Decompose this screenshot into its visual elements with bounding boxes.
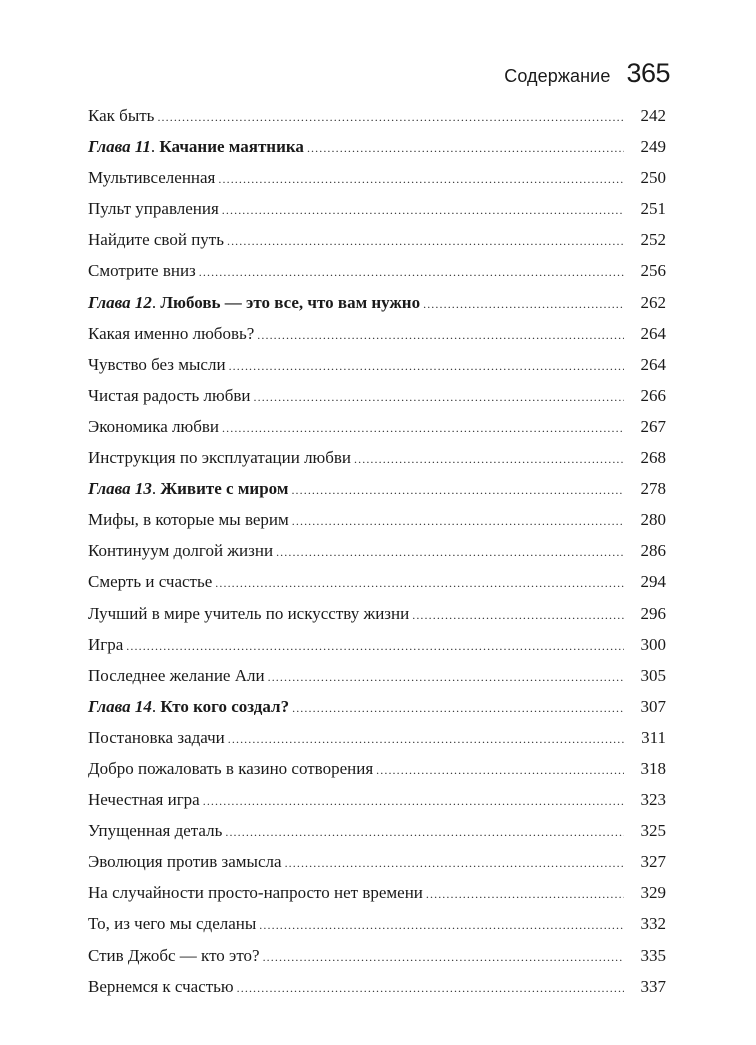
dot-leader [225, 817, 624, 848]
section-title: Экономика любви [88, 416, 220, 436]
toc-page-number: 318 [640, 758, 666, 778]
dot-leader [291, 475, 624, 506]
toc-page-number: 256 [640, 261, 666, 281]
toc-section-row [88, 504, 666, 535]
toc-page-number: 251 [640, 199, 666, 219]
toc-entry-title [88, 722, 228, 753]
toc-entry-title [88, 100, 157, 131]
toc-section-row [88, 566, 666, 597]
chapter-label: Глава 12 [88, 292, 152, 312]
dot-leader [292, 693, 624, 724]
section-title: Найдите свой путь [88, 230, 224, 250]
toc-page-number: 323 [640, 790, 666, 810]
toc-page-number: 335 [640, 945, 666, 965]
dot-leader [222, 413, 624, 444]
toc-page-number: 305 [640, 665, 666, 685]
chapter-title: Качание маятника [159, 137, 304, 157]
dot-leader [199, 257, 624, 288]
toc-page-number: 332 [640, 914, 666, 934]
toc-entry-title [88, 815, 225, 846]
toc-section-row [88, 908, 666, 939]
section-title: Лучший в мире учитель по искусству жизни [88, 603, 410, 623]
section-title: Мифы, в которые мы верим [88, 510, 289, 530]
toc-entry-title [88, 411, 222, 442]
toc-entry-title: Глава 12. Любовь — это все, что вам нужно [88, 292, 421, 312]
chapter-label: Глава 11 [88, 137, 151, 157]
toc-section-row [88, 629, 666, 660]
section-title: Как быть [88, 106, 155, 125]
toc-chapter-row [88, 473, 666, 504]
toc-page-number: 325 [640, 821, 666, 841]
toc-section-row [88, 722, 666, 753]
toc-entry-title [88, 349, 229, 380]
toc-section-row [88, 535, 666, 566]
toc-page-number: 252 [640, 230, 666, 250]
toc-page-number: 250 [640, 168, 666, 188]
toc-entry-title [88, 598, 412, 629]
section-title: Упущенная деталь [88, 821, 223, 841]
toc-entry-title [88, 504, 292, 535]
section-title: Нечестная игра [88, 790, 200, 810]
chapter-label: Глава 14 [88, 696, 152, 716]
dot-leader [292, 506, 624, 537]
section-title: Последнее желание Али [88, 665, 265, 685]
toc-page-number: 296 [640, 603, 666, 623]
dot-leader [285, 848, 624, 879]
dot-leader [237, 973, 624, 1004]
section-title: То, из чего мы сделаны [88, 914, 257, 934]
toc-section-row [88, 753, 666, 784]
section-title: Континуум долгой жизни [88, 541, 274, 561]
dot-leader [229, 351, 624, 382]
dot-leader [257, 320, 624, 351]
toc-entry-title [88, 380, 254, 411]
chapter-title: Кто кого создал? [160, 696, 290, 716]
dot-leader [307, 133, 624, 164]
dot-leader [157, 102, 624, 133]
section-title: На случайности просто-напросто нет времени [88, 883, 423, 903]
section-title: Вернемся к счастью [88, 976, 234, 996]
dot-leader [126, 631, 624, 662]
toc-entry-title [88, 442, 354, 473]
toc-section-row [88, 224, 666, 255]
toc-section-row [88, 255, 666, 286]
chapter-title: Живите с миром [160, 479, 289, 499]
toc-page-number: 280 [640, 510, 666, 530]
dot-leader [412, 600, 624, 631]
toc-entry-title [88, 318, 257, 349]
toc-section-row [88, 784, 666, 815]
toc-entry-title [88, 846, 285, 877]
toc-page-number: 264 [640, 323, 666, 343]
dot-leader [263, 942, 624, 973]
toc-section-row [88, 971, 666, 1002]
toc-entry-title [88, 753, 376, 784]
toc-section-row [88, 815, 666, 846]
dot-leader [227, 226, 624, 257]
dot-leader [268, 662, 624, 693]
toc-page-number: 286 [640, 541, 666, 561]
toc-entry-title [88, 784, 203, 815]
toc-entry-title [88, 629, 126, 660]
section-title: Какая именно любовь? [88, 323, 255, 343]
section-title: Чистая радость любви [88, 385, 251, 405]
toc-section-row [88, 349, 666, 380]
section-title: Мультивселенная [88, 168, 216, 188]
toc-section-row [88, 411, 666, 442]
dot-leader [259, 910, 624, 941]
dot-leader [423, 289, 624, 320]
toc-entry-title [88, 566, 215, 597]
running-head [504, 58, 670, 89]
dot-leader [228, 724, 624, 755]
toc-page-number: 307 [640, 696, 666, 716]
toc-page-number: 266 [640, 385, 666, 405]
toc-page-number: 268 [640, 448, 666, 468]
dot-leader [276, 537, 624, 568]
dot-leader [376, 755, 624, 786]
dot-leader [426, 879, 624, 910]
section-title: Игра [88, 634, 124, 654]
dot-leader [215, 568, 624, 599]
running-head-title: Содержание [504, 66, 611, 86]
section-title: Смерть и счастье [88, 572, 213, 592]
toc-page-number: 327 [640, 852, 666, 872]
section-title: Смотрите вниз [88, 261, 196, 281]
toc-page-number: 242 [640, 106, 666, 125]
toc-page-number: 278 [640, 479, 666, 499]
toc-chapter-row [88, 691, 666, 722]
toc-entry-title [88, 162, 218, 193]
page-number: 365 [626, 58, 670, 88]
toc-section-row [88, 877, 666, 908]
toc-section-row [88, 846, 666, 877]
dot-leader [222, 195, 624, 226]
toc-section-row [88, 380, 666, 411]
toc-page-number: 337 [640, 976, 666, 996]
toc-page-number: 329 [640, 883, 666, 903]
toc-entry-title [88, 224, 227, 255]
toc-entry-title: Глава 11. Качание маятника [88, 137, 304, 157]
section-title: Постановка задачи [88, 727, 225, 747]
toc-page-number: 264 [640, 354, 666, 374]
toc-page-number: 267 [640, 416, 666, 436]
chapter-label: Глава 13 [88, 479, 152, 499]
toc-entry-title [88, 940, 263, 971]
section-title: Пульт управления [88, 199, 219, 219]
toc-page-number: 262 [640, 292, 666, 312]
toc-page-number: 300 [640, 634, 666, 654]
toc-section-row [88, 100, 666, 131]
toc-section-row [88, 940, 666, 971]
dot-leader [203, 786, 624, 817]
chapter-title: Любовь — это все, что вам нужно [160, 292, 421, 312]
toc-entry-title [88, 193, 222, 224]
toc-section-row [88, 598, 666, 629]
toc-entry-title [88, 535, 276, 566]
section-title: Стив Джобс — кто это? [88, 945, 260, 965]
toc-entry-title: Глава 13. Живите с миром [88, 479, 289, 499]
toc-entry-title [88, 971, 237, 1002]
toc-section-row [88, 162, 666, 193]
toc-section-row [88, 660, 666, 691]
toc-entry-title: Глава 14. Кто кого создал? [88, 696, 290, 716]
toc-page-number: 294 [640, 572, 666, 592]
table-of-contents [88, 100, 666, 1002]
section-title: Чувство без мысли [88, 354, 226, 374]
dot-leader [254, 382, 625, 413]
section-title: Эволюция против замысла [88, 852, 282, 872]
dot-leader [218, 164, 624, 195]
toc-entry-title [88, 255, 199, 286]
toc-page-number: 249 [640, 137, 666, 157]
toc-section-row [88, 193, 666, 224]
section-title: Добро пожаловать в казино сотворения [88, 758, 374, 778]
toc-entry-title [88, 660, 268, 691]
toc-section-row [88, 318, 666, 349]
toc-entry-title [88, 877, 426, 908]
toc-page-number: 311 [641, 727, 666, 747]
toc-chapter-row [88, 131, 666, 162]
section-title: Инструкция по эксплуатации любви [88, 448, 352, 468]
toc-chapter-row [88, 287, 666, 318]
dot-leader [354, 444, 624, 475]
toc-section-row [88, 442, 666, 473]
toc-entry-title [88, 908, 259, 939]
